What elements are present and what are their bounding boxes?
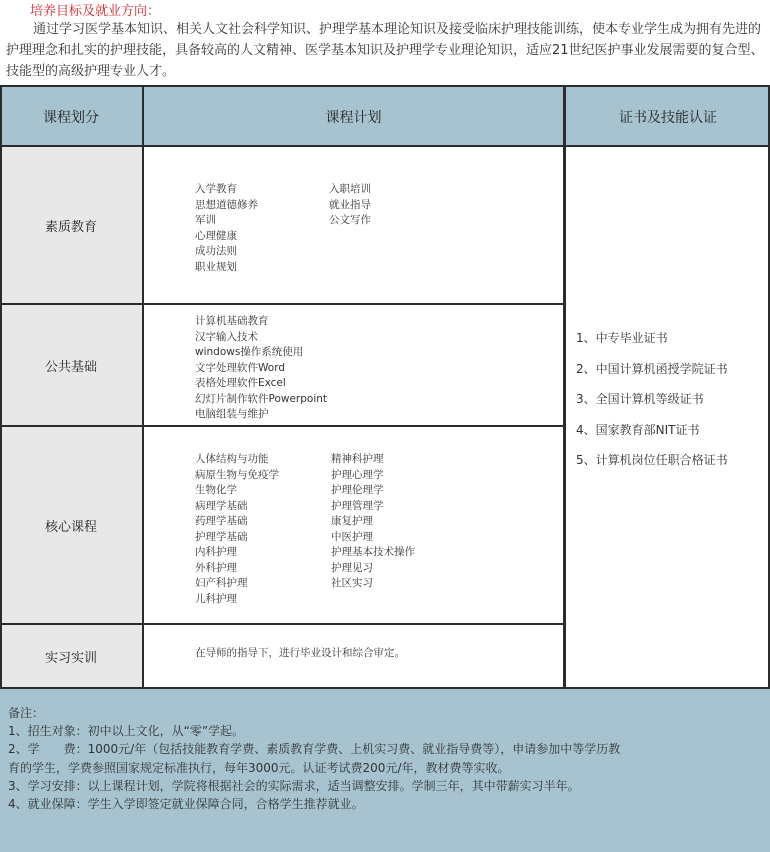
notes-line: 1、招生对象：初中以上文化，从“零”学起。 [8,724,245,739]
cert-item: 5、计算机岗位任职合格证书 [576,453,728,467]
course-item: 康复护理 [331,515,373,527]
category-suzhi: 素质教育 [0,147,142,303]
course-item: 儿科护理 [195,592,237,605]
course-item: 电脑组装与维护 [195,408,269,420]
intro-paragraph: 通过学习医学基本知识、相关人文社会科学知识、护理学基本理论知识及接受临床护理技能训练，使本专业学生成为拥有先进的护理理念和扎实的护理技能，具备较高的人文精神、医学基本知识及护理学专业理论知识，适应21世纪医护事业发展需要的复合型、技能型的高级护理专业人才。 [6,22,764,79]
course-item: 中医护理 [331,530,373,543]
plan-cell-suzhi [144,147,563,303]
course-item: 职业规划 [195,260,237,273]
header-plan: 课程计划 [325,109,382,126]
intro-title: 培养目标及就业方向： [30,4,161,19]
course-item: 幻灯片制作软件Powerpoint [195,392,328,405]
course-item: 公文写作 [329,214,371,226]
cert-item: 1、中专毕业证书 [576,331,668,345]
course-item: windows操作系统使用 [195,346,304,358]
category-hexin: 核心课程 [0,427,142,623]
notes-section [8,704,764,813]
course-item: 思想道德修养 [195,198,258,211]
table-border-bottom [0,687,770,689]
plan-list-suzhi-col2 [329,182,371,229]
course-item: 内科护理 [195,546,237,558]
course-item: 计算机基础教育 [195,315,269,327]
column-divider [563,85,566,689]
row-divider [0,425,564,427]
table-border-top [0,85,770,87]
course-item: 病理学基础 [195,499,248,512]
plan-cell-gonggong [144,305,563,425]
cert-item: 2、中国计算机函授学院证书 [576,361,728,376]
plan-list-shixi [195,646,405,662]
course-item: 心理健康 [195,229,237,242]
course-item: 生物化学 [195,484,237,496]
notes-title: 备注： [8,706,45,720]
course-item: 护理伦理学 [331,484,384,496]
row-divider [0,623,564,625]
course-item: 表格处理软件Excel [195,377,286,389]
course-item: 就业指导 [329,198,371,211]
plan-list-hexin-col2 [331,452,415,592]
course-item: 文字处理软件Word [195,361,285,374]
course-item: 社区实习 [331,577,373,589]
course-item: 护理学基础 [195,530,248,543]
course-item: 外科护理 [195,561,237,574]
course-item: 军训 [195,214,216,226]
plan-cell-shixi [144,625,563,687]
category-gonggong: 公共基础 [0,305,142,425]
notes-line: 育的学生，学费参照国家规定标准执行，每年3000元。认证考试费200元/年，教材费等实收。 [8,760,510,775]
course-item: 在导师的指导下，进行毕业设计和综合审定。 [195,647,405,659]
course-item: 病原生物与免疫学 [195,468,279,481]
course-item: 药理学基础 [195,515,248,527]
cert-item: 4、国家教育部NIT证书 [576,422,700,437]
plan-cell-hexin [144,427,563,623]
category-shixi: 实习实训 [0,625,142,687]
plan-list-suzhi-col1 [195,182,258,275]
plan-list-hexin-col1 [195,452,279,607]
course-item: 人体结构与功能 [195,453,269,465]
cert-list [576,323,728,476]
course-item: 护理见习 [331,561,373,574]
column-divider [142,85,144,689]
course-item: 入职培训 [329,183,371,195]
row-divider [0,303,564,305]
notes-line: 2、学 费：1000元/年（包括技能教育学费、素质教育学费、上机实习费、就业指导费等），申请参加中等学历教 [8,742,621,757]
course-item: 护理管理学 [331,499,384,512]
header-category: 课程划分 [43,109,99,126]
course-item: 汉字输入技术 [195,330,258,343]
header-cert: 证书及技能认证 [619,109,717,126]
header-divider [0,145,770,147]
course-item: 护理基本技术操作 [331,546,415,558]
course-item: 妇产科护理 [195,577,248,589]
course-item: 护理心理学 [331,468,384,481]
cert-item: 3、全国计算机等级证书 [576,392,704,406]
course-item: 成功法则 [195,245,237,257]
notes-line: 3、学习安排：以上课程计划，学院将根据社会的实际需求，适当调整安排。学制三年，其中带薪实习半年。 [8,778,580,793]
table-border-left [0,85,2,689]
plan-list-gonggong [195,314,327,423]
notes-line: 4、就业保障：学生入学即签定就业保障合同，合格学生推荐就业。 [8,797,364,812]
course-item: 入学教育 [195,183,237,195]
course-item: 精神科护理 [331,453,384,465]
